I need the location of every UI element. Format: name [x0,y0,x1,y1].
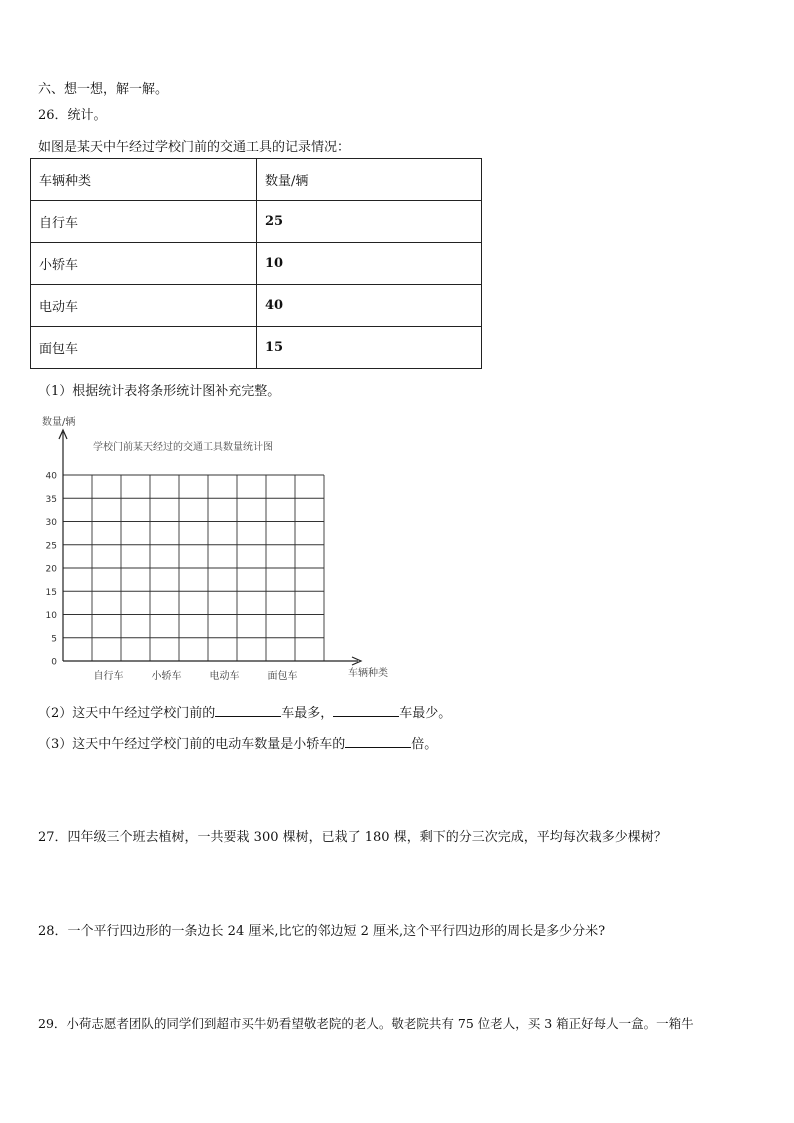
chart-ylabel: 数量/辆 [42,417,76,428]
table-row [31,243,482,285]
sub3-text-a: （3）这天中午经过学校门前的电动车数量是小轿车的 [38,737,346,752]
table-header-row [31,159,482,201]
table-header-cell: 数量/辆 [257,159,482,201]
question-26-sub1: （1）根据统计表将条形统计图补充完整。 [38,384,281,399]
table-row [31,285,482,327]
table-cell-count: 40 [257,285,482,327]
question-29: 29．小荷志愿者团队的同学们到超市买牛奶看望敬老院的老人。敬老院共有 75 位老人，买 3 箱正好每人一盒。一箱牛 [38,1016,694,1031]
x-category-label: 面包车 [267,671,298,682]
question-26-number: 26．统计。 [38,108,107,123]
chart-grid [63,475,324,661]
question-26-sub2 [38,702,451,721]
answer-blank-least[interactable] [333,704,399,717]
y-tick-label: 15 [45,587,57,598]
sub3-text-b: 倍。 [411,737,438,752]
question-28: 28．一个平行四边形的一条边长 24 厘米,比它的邻边短 2 厘米,这个平行四边形的周长是多少分米? [38,924,606,939]
y-tick-label: 40 [45,471,57,482]
table-row [31,201,482,243]
answer-blank-most[interactable] [215,704,281,717]
bar-chart [28,408,408,684]
chart-xlabel: 车辆种类 [348,668,388,679]
question-26-intro: 如图是某天中午经过学校门前的交通工具的记录情况： [38,140,351,155]
y-tick-label: 30 [45,518,57,528]
y-tick-label: 0 [51,657,57,668]
x-category-label: 小轿车 [151,671,182,682]
answer-blank-times[interactable] [345,735,411,748]
table-cell-count: 25 [257,201,482,243]
section-heading: 六、想一想，解一解。 [38,82,169,97]
question-26-sub3 [38,733,437,752]
table-row [31,327,482,369]
x-category-label: 电动车 [209,671,240,682]
x-category-label: 自行车 [93,671,124,682]
chart-x-categories [94,669,298,682]
y-tick-label: 5 [51,634,57,645]
y-tick-label: 20 [45,564,57,575]
table-cell-type: 面包车 [31,327,257,369]
chart-y-ticks [46,472,58,668]
y-tick-label: 35 [45,494,57,505]
table-cell-count: 10 [257,243,482,285]
question-27: 27．四年级三个班去植树，一共要栽 300 棵树，已栽了 180 棵，剩下的分三次完成，平均每次栽多少棵树？ [38,830,667,845]
table-cell-type: 自行车 [31,201,257,243]
sub2-text-c: 车最少。 [399,706,452,721]
chart-axes [59,430,361,665]
sub2-text-a: （2）这天中午经过学校门前的 [38,706,216,721]
y-tick-label: 10 [45,611,57,621]
table-header-cell: 车辆种类 [31,159,257,201]
y-tick-label: 25 [45,541,57,552]
table-cell-count: 15 [257,327,482,369]
table-cell-type: 电动车 [31,285,257,327]
chart-title: 学校门前某天经过的交通工具数量统计图 [93,442,273,453]
table-cell-type: 小轿车 [31,243,257,285]
vehicle-stats-table [30,158,482,369]
sub2-text-b: 车最多， [281,706,334,721]
